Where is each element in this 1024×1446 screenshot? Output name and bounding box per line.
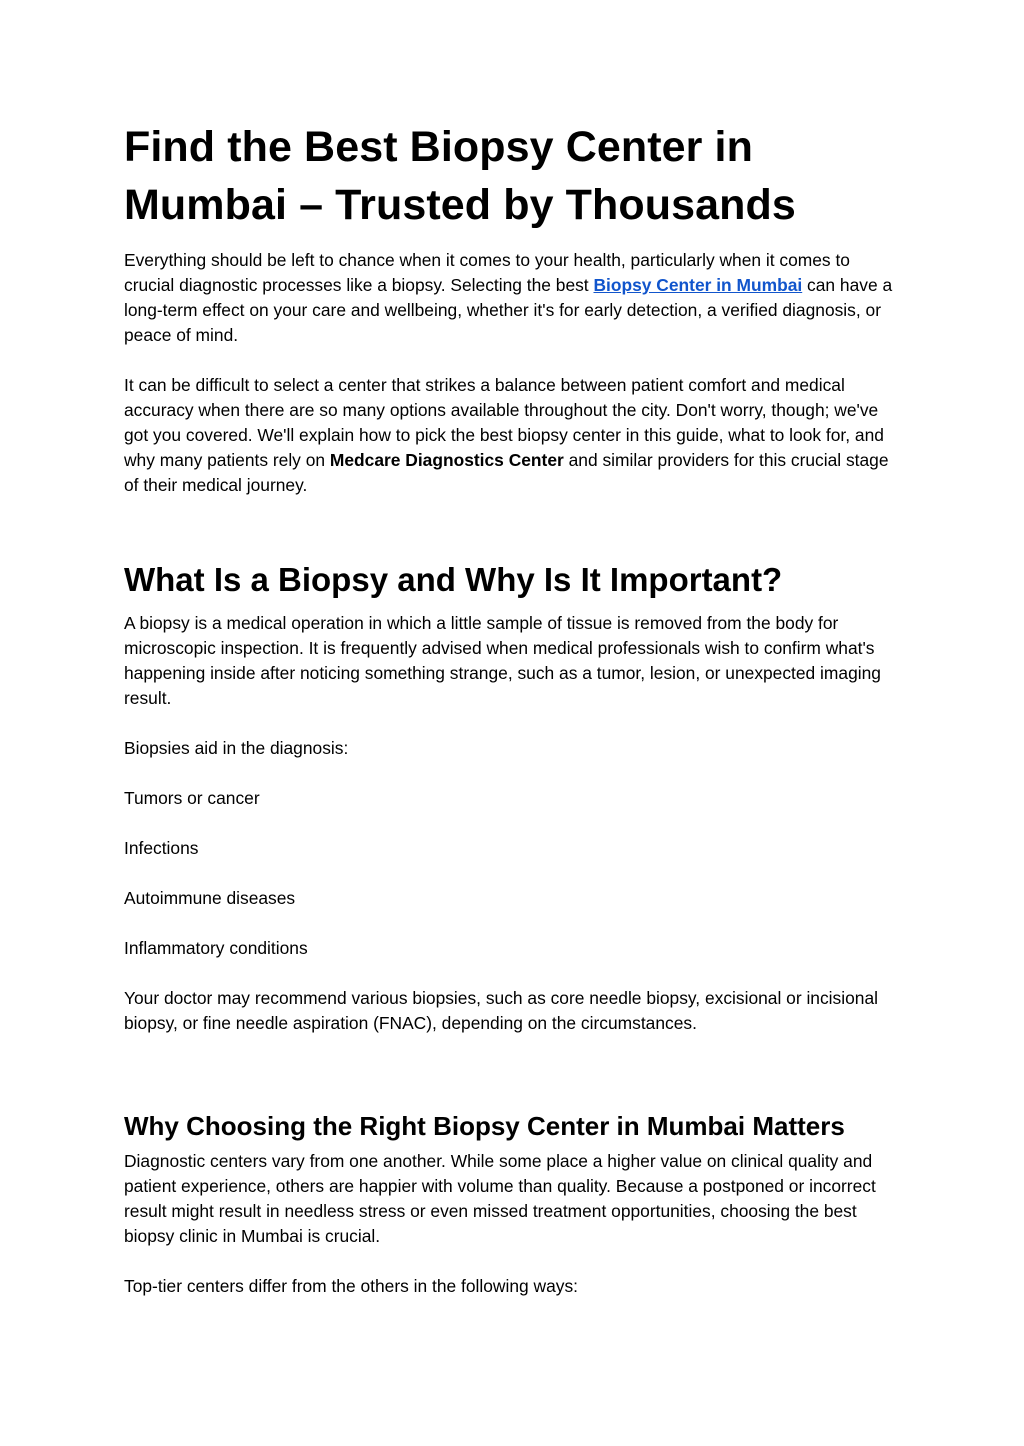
document-page bbox=[124, 118, 904, 1299]
page-title: Find the Best Biopsy Center in Mumbai – Trusted by Thousands bbox=[124, 123, 796, 229]
spacer bbox=[124, 498, 904, 560]
intro-text-after-link: can have a long-term effect on your care and wellbeing, whether it's for early detection, a verified diagnosis, or peace of mind. bbox=[124, 275, 893, 345]
intro-paragraph-1 bbox=[124, 248, 904, 348]
biopsy-center-mumbai-link[interactable]: Biopsy Center in Mumbai bbox=[593, 275, 803, 295]
section-heading-what-is-biopsy: What Is a Biopsy and Why Is It Important? bbox=[124, 561, 783, 598]
list-item: Inflammatory conditions bbox=[124, 938, 308, 958]
intro-text-before-bold: It can be difficult to select a center that strikes a balance between patient comfort and medical accuracy when there are so many options available throughout the city. Don't worry, though; we've got you covered. We'll explain how to pick the best biopsy center in this guide, what to look for, and why many patients rely on bbox=[124, 375, 884, 470]
section2-paragraph-2: Top-tier centers differ from the others in the following ways: bbox=[124, 1276, 578, 1296]
list-item: Tumors or cancer bbox=[124, 788, 260, 808]
intro-paragraph-2 bbox=[124, 373, 904, 498]
section1-paragraph-3: Your doctor may recommend various biopsies, such as core needle biopsy, excisional or incisional biopsy, or fine needle aspiration (FNAC), depending on the circumstances. bbox=[124, 988, 878, 1033]
section1-paragraph-2: Biopsies aid in the diagnosis: bbox=[124, 738, 349, 758]
list-item: Autoimmune diseases bbox=[124, 888, 296, 908]
intro-text-before-link: Everything should be left to chance when it comes to your health, particularly when it comes to crucial diagnostic processes like a biopsy. Selecting the best bbox=[124, 250, 850, 295]
medcare-diagnostics-center-text: Medcare Diagnostics Center bbox=[329, 450, 564, 470]
intro-text-after-bold: and similar providers for this crucial stage of their medical journey. bbox=[124, 450, 889, 495]
section1-paragraph-1: A biopsy is a medical operation in which a little sample of tissue is removed from the body for microscopic inspection. It is frequently advised when medical professionals wish to confirm what's happening inside after noticing something strange, such as a tumor, lesion, or unexpected imaging result. bbox=[124, 613, 881, 708]
spacer bbox=[124, 1036, 904, 1110]
section-heading-why-choosing: Why Choosing the Right Biopsy Center in Mumbai Matters bbox=[124, 1111, 845, 1141]
section2-paragraph-1: Diagnostic centers vary from one another. While some place a higher value on clinical quality and patient experience, others are happier with volume than quality. Because a postponed or incorrect result might result in needless stress or even missed treatment opportunities, choosing the best biopsy clinic in Mumbai is crucial. bbox=[124, 1151, 876, 1246]
list-item: Infections bbox=[124, 838, 199, 858]
